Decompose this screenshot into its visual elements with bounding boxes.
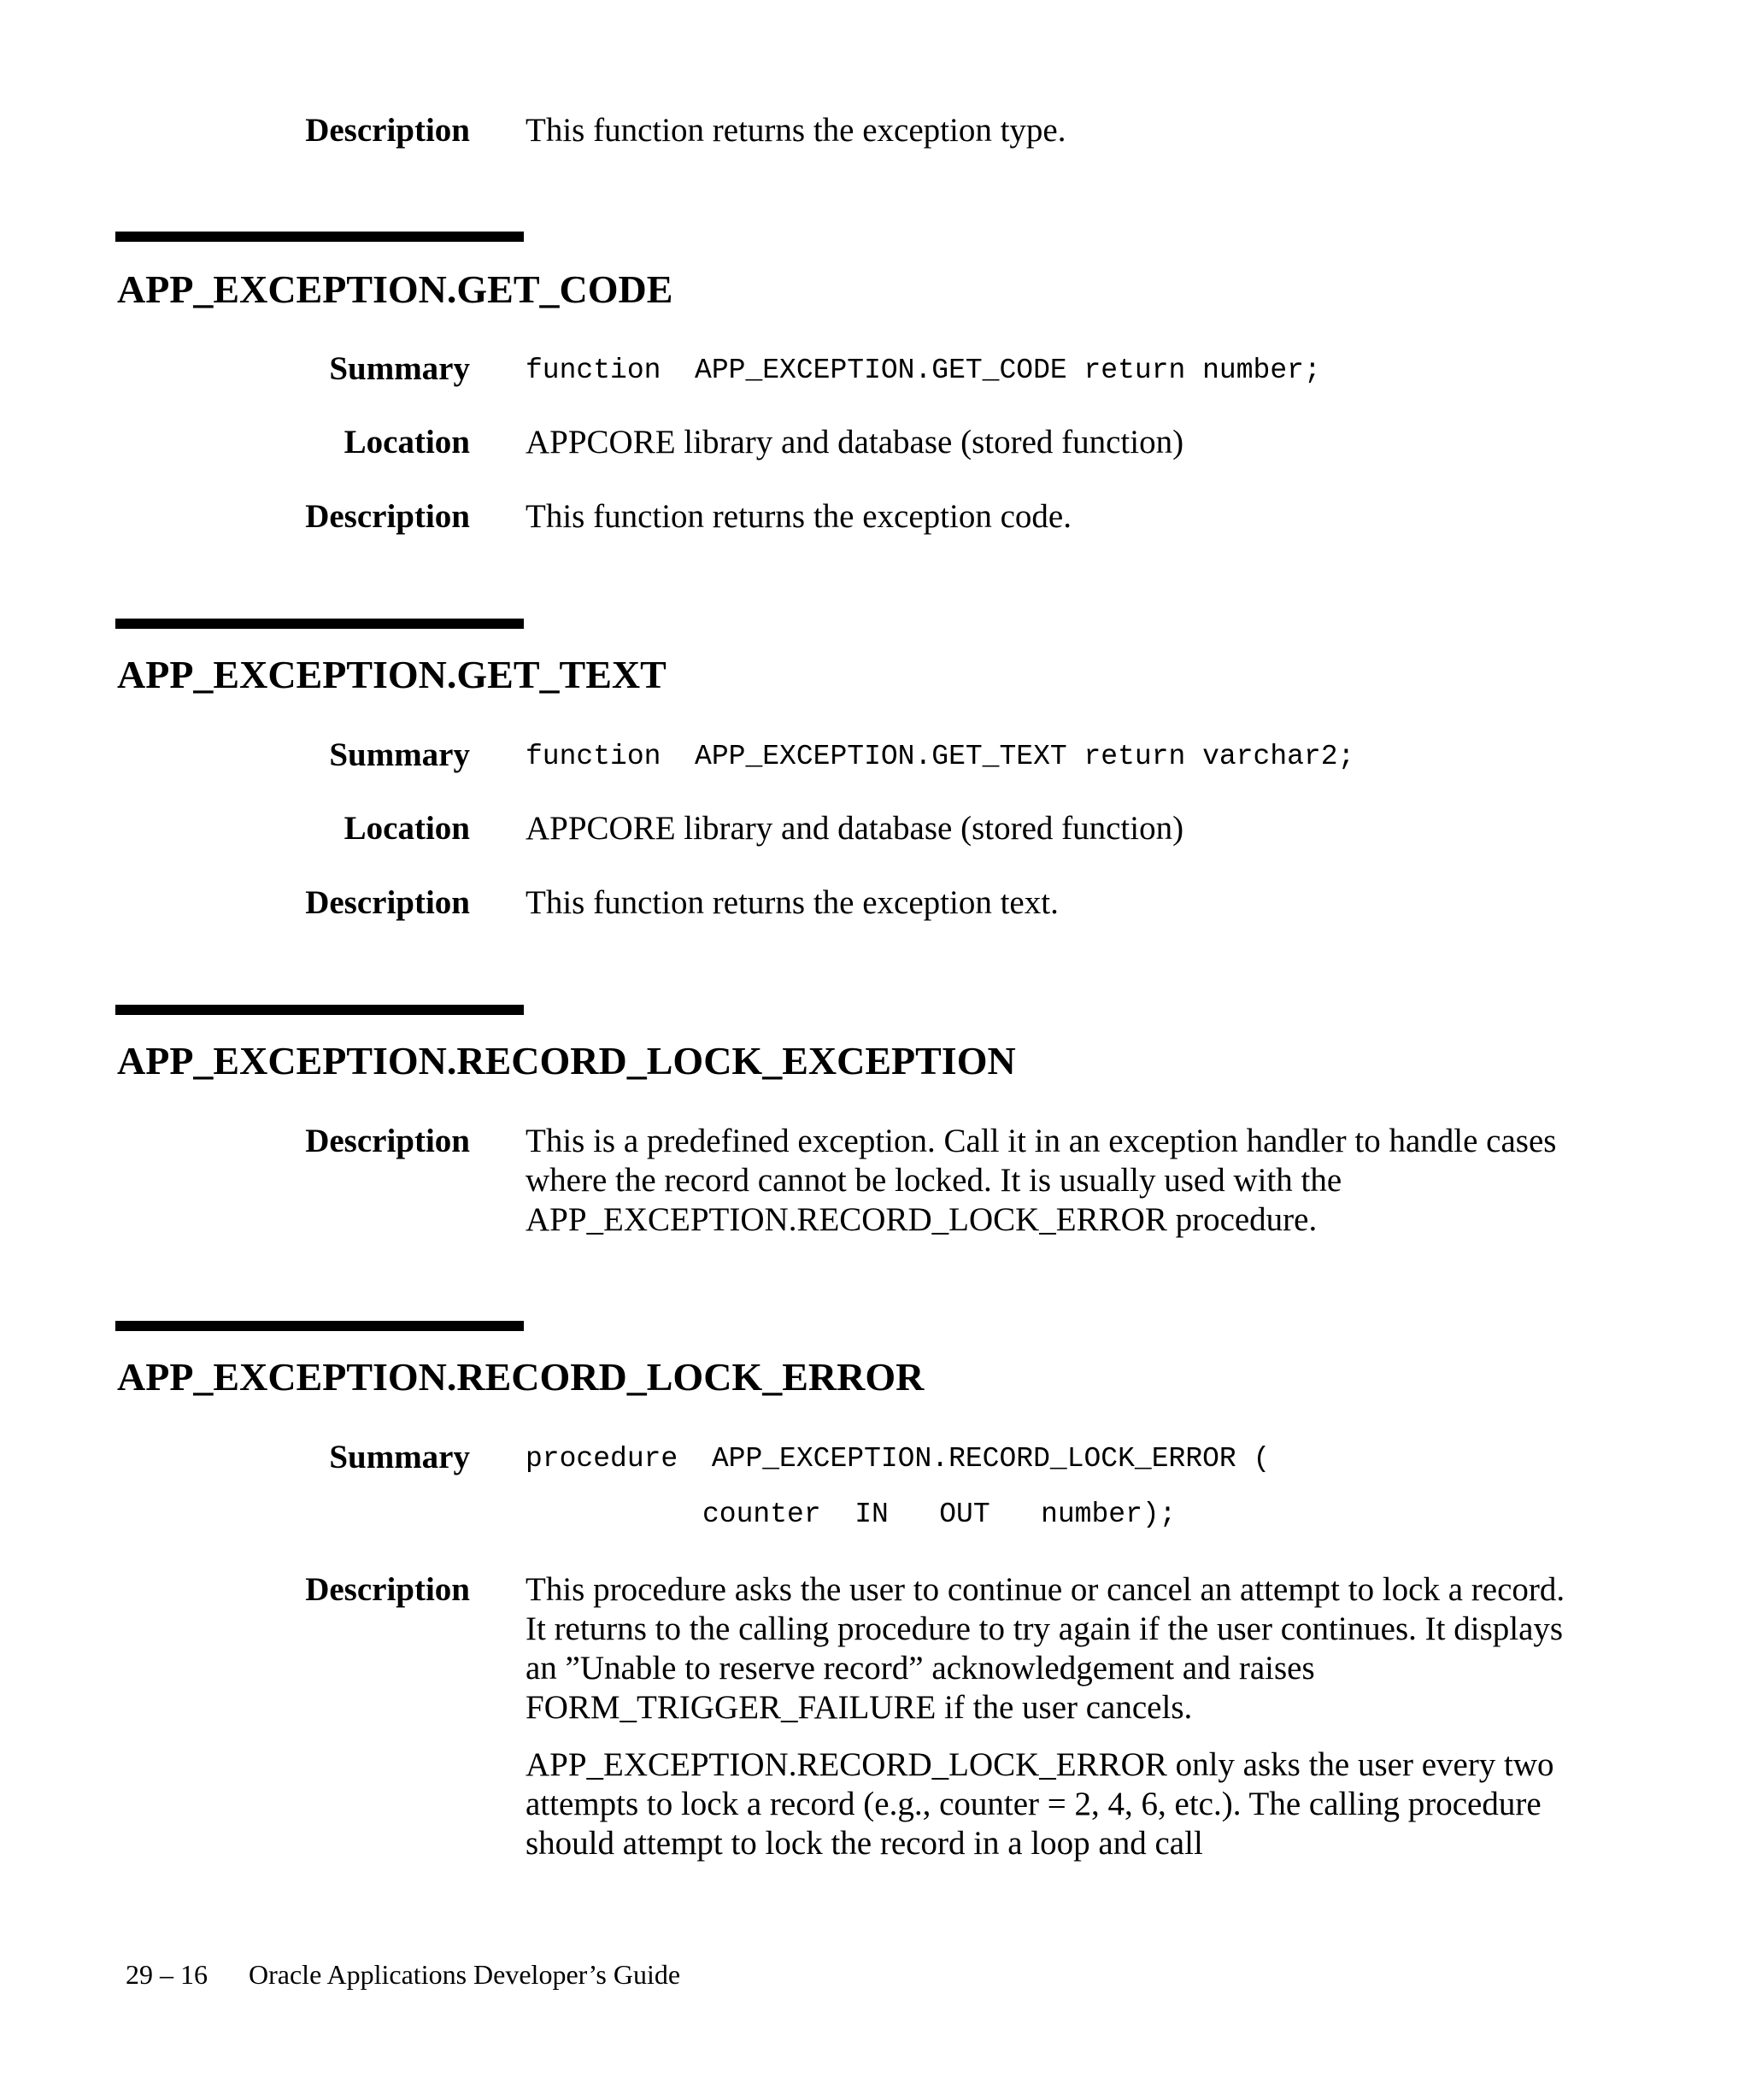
description-text: This procedure asks the user to continue or cancel an attempt to lock a record. It returns to the calling procedure to try again if the user continues. It displays an ”Unable to reserve record” acknowledgement and raises FORM_TRIGGER_FAILURE if the user cancels.: [526, 1571, 1565, 1726]
description-text: This is a predefined exception. Call it in an exception handler to handle cases where the record cannot be locked. It is usually used with the APP_EXCEPTION.RECORD_LOCK_ERROR procedure.: [526, 1123, 1557, 1238]
section-heading-record-lock-error: APP_EXCEPTION.RECORD_LOCK_ERROR: [117, 1355, 925, 1399]
section-divider: [115, 1005, 524, 1015]
section-heading-get-text: APP_EXCEPTION.GET_TEXT: [117, 653, 667, 696]
summary-code-line-1: procedure APP_EXCEPTION.RECORD_LOCK_ERROR (: [526, 1443, 1271, 1475]
section-divider: [115, 1321, 524, 1331]
description-label: Description: [305, 884, 470, 921]
summary-label: Summary: [329, 736, 470, 773]
page-footer: [126, 1958, 680, 1991]
section-divider: [115, 619, 524, 629]
location-label: Location: [344, 810, 470, 847]
description-text: This function returns the exception text.: [526, 884, 1059, 921]
section-divider: [115, 232, 524, 242]
description-label: Description: [305, 112, 470, 149]
location-text: APPCORE library and database (stored function): [526, 810, 1184, 847]
section-heading-get-code: APP_EXCEPTION.GET_CODE: [117, 267, 673, 311]
summary-code: function APP_EXCEPTION.GET_CODE return number;: [526, 355, 1321, 386]
description-label: Description: [305, 1123, 470, 1159]
description-text: This function returns the exception code.: [526, 498, 1072, 535]
summary-code-line-2: counter IN OUT number);: [702, 1499, 1177, 1530]
description-text: This function returns the exception type.: [526, 112, 1066, 149]
summary-code: function APP_EXCEPTION.GET_TEXT return varchar2;: [526, 741, 1355, 772]
location-label: Location: [344, 424, 470, 460]
description-text-continued: APP_EXCEPTION.RECORD_LOCK_ERROR only asks the user every two attempts to lock a record (e.g., counter = 2, 4, 6, etc.). The calling procedure should attempt to lock the record in a loop and call: [526, 1746, 1554, 1862]
book-title: Oracle Applications Developer’s Guide: [249, 1959, 681, 1990]
section-heading-record-lock-exception: APP_EXCEPTION.RECORD_LOCK_EXCEPTION: [117, 1039, 1016, 1082]
page-number: 29 – 16: [126, 1959, 208, 1990]
location-text: APPCORE library and database (stored function): [526, 424, 1184, 460]
description-label: Description: [305, 498, 470, 535]
summary-label: Summary: [329, 1439, 470, 1475]
summary-label: Summary: [329, 350, 470, 387]
description-label: Description: [305, 1571, 470, 1608]
